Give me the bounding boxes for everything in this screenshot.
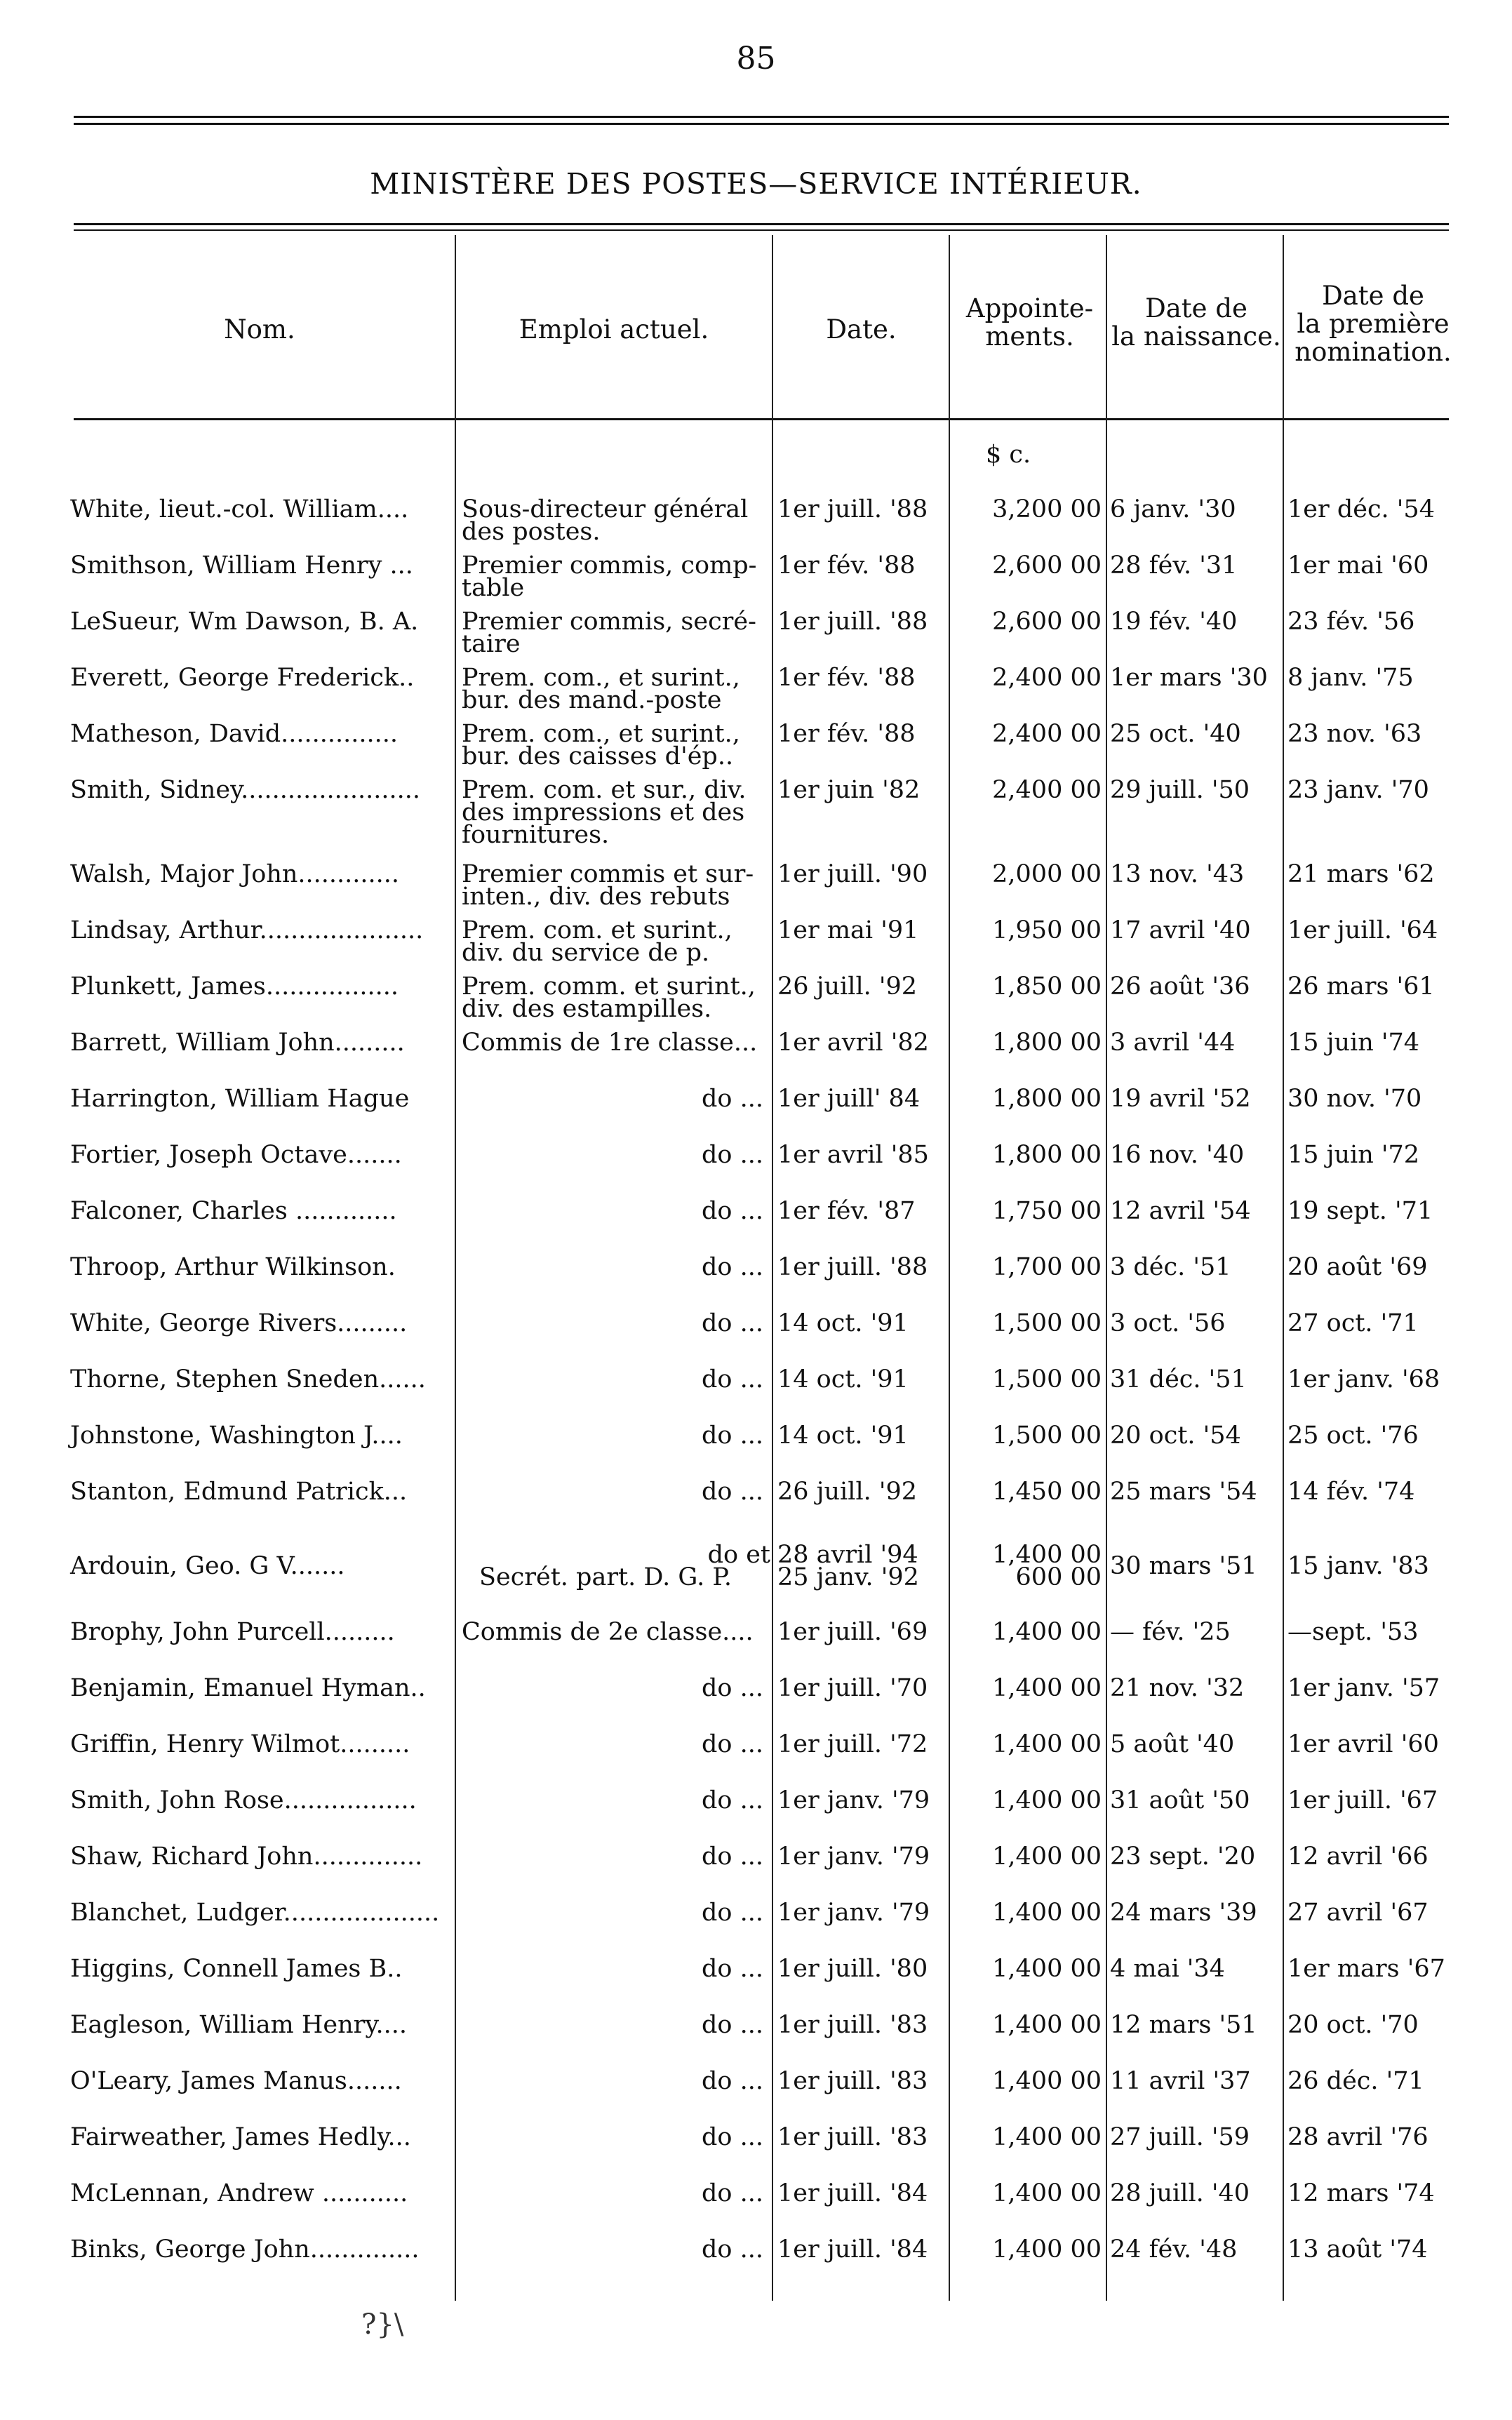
cell-naissance: 19 avril '52 [1110, 1085, 1251, 1113]
cell-emploi-line: Prem. comm. et surint., [462, 972, 756, 1001]
cell-premiere: 1er juill. '64 [1287, 916, 1438, 944]
cell-appointements: 1,400 00 [992, 1674, 1102, 1702]
cell-naissance: 23 sept. '20 [1110, 1843, 1256, 1871]
cell-date: 1er juill. '84 [777, 2235, 928, 2264]
cell-nom: Fortier, Joseph Octave....... [70, 1141, 402, 1169]
cell-nom: Smithson, William Henry ... [70, 551, 413, 580]
cell-nom: Stanton, Edmund Patrick... [70, 1478, 408, 1506]
cell-premiere: 23 nov. '63 [1287, 720, 1422, 748]
cell-naissance: 11 avril '37 [1110, 2067, 1251, 2095]
cell-premiere: 26 mars '61 [1287, 972, 1435, 1001]
cell-premiere: 21 mars '62 [1287, 860, 1435, 888]
currency-label: $ c. [986, 441, 1031, 469]
cell-nom: Harrington, William Hague [70, 1085, 410, 1113]
cell-emploi-line: Premier commis, comp- [462, 551, 757, 580]
cell-appointements-line: 1,400 00 [992, 1541, 1102, 1569]
cell-naissance: — fév. '25 [1110, 1618, 1231, 1646]
column-line [772, 235, 773, 2301]
cell-date: 1er juill. '88 [777, 608, 928, 636]
cell-premiere: 12 mars '74 [1287, 2179, 1435, 2207]
cell-premiere: 20 août '69 [1287, 1253, 1428, 1281]
cell-emploi-line: do ... [702, 1141, 763, 1169]
cell-premiere: 1er mai '60 [1287, 551, 1429, 580]
cell-emploi-line: do ... [702, 2067, 763, 2095]
cell-appointements: 2,600 00 [992, 608, 1102, 636]
cell-appointements: 1,850 00 [992, 972, 1102, 1001]
header-naissance-line2: la naissance. [1111, 321, 1281, 352]
cell-appointements: 1,400 00 [992, 2179, 1102, 2207]
header-bottom-rule [74, 418, 1449, 420]
cell-appointements: 1,700 00 [992, 1253, 1102, 1281]
cell-emploi [462, 2235, 770, 2264]
cell-premiere: 1er avril '60 [1287, 1730, 1439, 1758]
cell-date-line: 28 avril '94 [777, 1541, 918, 1569]
cell-emploi [462, 1085, 770, 1113]
cell-nom: Barrett, William John......... [70, 1029, 405, 1057]
cell-emploi-line: do ... [702, 1786, 763, 1814]
cell-appointements: 2,600 00 [992, 551, 1102, 580]
cell-appointements [954, 1541, 1102, 1591]
cell-date: 1er avril '85 [777, 1141, 929, 1169]
cell-nom: Griffin, Henry Wilmot......... [70, 1730, 410, 1758]
cell-naissance: 26 août '36 [1110, 972, 1250, 1001]
cell-appointements: 1,500 00 [992, 1422, 1102, 1450]
cell-date: 1er juill. '80 [777, 1955, 928, 1983]
cell-premiere: 1er déc. '54 [1287, 495, 1435, 523]
cell-nom: Everett, George Frederick.. [70, 664, 415, 692]
cell-appointements: 1,800 00 [992, 1029, 1102, 1057]
header-premiere [1285, 282, 1461, 366]
cell-emploi-line: do ... [702, 1253, 763, 1281]
cell-date: 1er juill. '70 [777, 1674, 928, 1702]
cell-appointements: 1,800 00 [992, 1085, 1102, 1113]
cell-emploi-line: do et [707, 1541, 770, 1569]
cell-date [777, 1541, 946, 1591]
cell-premiere: 12 avril '66 [1287, 1843, 1429, 1871]
cell-naissance: 25 mars '54 [1110, 1478, 1257, 1506]
cell-date: 1er avril '82 [777, 1029, 929, 1057]
cell-emploi [462, 1197, 770, 1225]
column-line [1283, 235, 1284, 2301]
cell-emploi-line: do ... [702, 1085, 763, 1113]
cell-emploi [462, 1478, 770, 1506]
cell-nom: Thorne, Stephen Sneden...... [70, 1365, 426, 1393]
cell-naissance: 24 fév. '48 [1110, 2235, 1238, 2264]
cell-emploi-line: do ... [702, 1365, 763, 1393]
cell-emploi [462, 1029, 770, 1057]
cell-nom: Fairweather, James Hedly... [70, 2123, 411, 2151]
cell-naissance: 16 nov. '40 [1110, 1141, 1245, 1169]
cell-date: 14 oct. '91 [777, 1309, 909, 1337]
cell-premiere: 1er janv. '68 [1287, 1365, 1440, 1393]
cell-premiere: 1er juill. '67 [1287, 1786, 1438, 1814]
cell-appointements: 1,500 00 [992, 1309, 1102, 1337]
cell-naissance: 4 mai '34 [1110, 1955, 1225, 1983]
cell-date: 1er juill. '83 [777, 2123, 928, 2151]
header-premiere-line1: Date de [1322, 281, 1424, 311]
cell-premiere: 27 avril '67 [1287, 1899, 1429, 1927]
page-title: MINISTÈRE DES POSTES—SERVICE INTÉRIEUR. [370, 167, 1142, 201]
cell-premiere: 20 oct. '70 [1287, 2011, 1419, 2039]
cell-emploi-line: do ... [702, 1478, 763, 1506]
header-naissance-line1: Date de [1145, 293, 1247, 323]
cell-emploi-line: Prem. com. et sur., div. [462, 776, 747, 804]
cell-date: 1er juill. '72 [777, 1730, 928, 1758]
cell-nom: Walsh, Major John............. [70, 860, 400, 888]
cell-appointements: 1,400 00 [992, 1618, 1102, 1646]
cell-naissance: 20 oct. '54 [1110, 1422, 1241, 1450]
cell-emploi-line: bur. des mand.-poste [462, 686, 722, 714]
cell-date: 1er janv. '79 [777, 1899, 930, 1927]
title-rule-secondary [74, 229, 1449, 231]
cell-naissance: 6 janv. '30 [1110, 495, 1236, 523]
cell-naissance: 27 juill. '59 [1110, 2123, 1250, 2151]
cell-nom: Eagleson, William Henry.... [70, 2011, 408, 2039]
cell-naissance: 28 juill. '40 [1110, 2179, 1250, 2207]
cell-emploi-line: bur. des caisses d'ép.. [462, 742, 734, 770]
cell-nom: LeSueur, Wm Dawson, B. A. [70, 608, 419, 636]
cell-emploi-line: div. du service de p. [462, 939, 710, 967]
header-nom: Nom. [224, 314, 295, 345]
cell-nom: McLennan, Andrew ........... [70, 2179, 408, 2207]
cell-naissance: 17 avril '40 [1110, 916, 1251, 944]
cell-emploi [462, 608, 770, 658]
cell-naissance: 30 mars '51 [1110, 1552, 1257, 1580]
cell-premiere: 23 fév. '56 [1287, 608, 1415, 636]
cell-appointements: 1,400 00 [992, 2235, 1102, 2264]
cell-emploi [462, 972, 770, 1023]
cell-emploi [462, 1365, 770, 1393]
cell-emploi-line: do ... [702, 1899, 763, 1927]
cell-nom: White, lieut.-col. William.... [70, 495, 409, 523]
cell-emploi [462, 2179, 770, 2207]
cell-nom: Plunkett, James................. [70, 972, 399, 1001]
cell-date: 1er fév. '88 [777, 720, 916, 748]
cell-date: 1er juin '82 [777, 776, 921, 804]
cell-appointements: 1,400 00 [992, 1730, 1102, 1758]
cell-emploi [462, 1674, 770, 1702]
cell-emploi-line: Prem. com., et surint., [462, 664, 740, 692]
cell-emploi-line: Commis de 2e classe.... [462, 1618, 754, 1646]
cell-premiere: 8 janv. '75 [1287, 664, 1414, 692]
cell-date: 1er juill. '90 [777, 860, 928, 888]
cell-emploi-line: fournitures. [462, 821, 610, 849]
cell-emploi [462, 1422, 770, 1450]
header-premiere-line2: la première [1297, 309, 1450, 339]
cell-emploi-line: des postes. [462, 518, 601, 546]
cell-emploi-line: Premier commis, secré- [462, 608, 756, 636]
cell-date: 1er janv. '79 [777, 1843, 930, 1871]
cell-premiere: —sept. '53 [1287, 1618, 1419, 1646]
cell-premiere: 23 janv. '70 [1287, 776, 1429, 804]
cell-emploi [462, 1899, 770, 1927]
cell-emploi-line: do ... [702, 1309, 763, 1337]
cell-emploi-line: do ... [702, 2235, 763, 2264]
cell-emploi-line: do ... [702, 2011, 763, 2039]
cell-nom: Throop, Arthur Wilkinson. [70, 1253, 396, 1281]
cell-naissance: 29 juill. '50 [1110, 776, 1250, 804]
cell-date: 1er janv. '79 [777, 1786, 930, 1814]
header-appointements [951, 295, 1109, 351]
cell-appointements: 1,950 00 [992, 916, 1102, 944]
cell-appointements: 1,800 00 [992, 1141, 1102, 1169]
cell-premiere: 28 avril '76 [1287, 2123, 1429, 2151]
cell-emploi-line: taire [462, 630, 521, 658]
cell-emploi-line: Secrét. part. D. G. P. [479, 1563, 732, 1591]
cell-nom: Johnstone, Washington J.... [70, 1422, 403, 1450]
cell-nom: Binks, George John.............. [70, 2235, 420, 2264]
cell-emploi [462, 720, 770, 770]
column-line [1106, 235, 1107, 2301]
cell-nom: Falconer, Charles ............. [70, 1197, 397, 1225]
cell-emploi-line: Commis de 1re classe... [462, 1029, 758, 1057]
cell-emploi-line: div. des estampilles. [462, 995, 712, 1023]
cell-premiere: 13 août '74 [1287, 2235, 1428, 2264]
cell-emploi [462, 916, 770, 967]
cell-emploi [462, 1253, 770, 1281]
cell-naissance: 12 avril '54 [1110, 1197, 1251, 1225]
page-number: 85 [736, 41, 776, 76]
cell-appointements: 1,400 00 [992, 1843, 1102, 1871]
cell-appointements: 1,400 00 [992, 2067, 1102, 2095]
cell-nom: Blanchet, Ludger.................... [70, 1899, 440, 1927]
cell-emploi-line: do ... [702, 1955, 763, 1983]
cell-date: 1er juill. '83 [777, 2011, 928, 2039]
cell-naissance: 19 fév. '40 [1110, 608, 1238, 636]
cell-emploi-line: table [462, 574, 525, 602]
cell-naissance: 3 avril '44 [1110, 1029, 1236, 1057]
cell-date: 26 juill. '92 [777, 1478, 918, 1506]
cell-nom: Higgins, Connell James B.. [70, 1955, 403, 1983]
cell-emploi-line: do ... [702, 2123, 763, 2151]
cell-naissance: 21 nov. '32 [1110, 1674, 1245, 1702]
cell-emploi [462, 2011, 770, 2039]
cell-naissance: 3 oct. '56 [1110, 1309, 1226, 1337]
cell-emploi-line: do ... [702, 1674, 763, 1702]
cell-premiere: 15 janv. '83 [1287, 1552, 1429, 1580]
cell-emploi-line: Sous-directeur général [462, 495, 749, 523]
column-line [455, 235, 456, 2301]
header-emploi: Emploi actuel. [519, 314, 709, 345]
cell-premiere: 1er mars '67 [1287, 1955, 1445, 1983]
header-naissance [1109, 295, 1284, 351]
cell-appointements: 2,400 00 [992, 664, 1102, 692]
cell-appointements: 1,400 00 [992, 1955, 1102, 1983]
cell-date: 1er juill. '88 [777, 495, 928, 523]
cell-emploi [462, 1955, 770, 1983]
cell-premiere: 14 fév. '74 [1287, 1478, 1415, 1506]
cell-appointements: 1,750 00 [992, 1197, 1102, 1225]
cell-nom: Brophy, John Purcell......... [70, 1618, 395, 1646]
cell-emploi [462, 2123, 770, 2151]
cell-date: 1er juill. '69 [777, 1618, 928, 1646]
cell-emploi-line: do ... [702, 1422, 763, 1450]
cell-date: 14 oct. '91 [777, 1365, 909, 1393]
cell-naissance: 25 oct. '40 [1110, 720, 1241, 748]
cell-date: 14 oct. '91 [777, 1422, 909, 1450]
cell-date-line: 25 janv. '92 [777, 1563, 919, 1591]
cell-emploi-line: do ... [702, 1843, 763, 1871]
cell-appointements: 1,450 00 [992, 1478, 1102, 1506]
column-line [949, 235, 950, 2301]
cell-nom: Shaw, Richard John.............. [70, 1843, 423, 1871]
cell-premiere: 15 juin '72 [1287, 1141, 1420, 1169]
cell-appointements: 1,400 00 [992, 2123, 1102, 2151]
cell-appointements-line: 600 00 [1015, 1563, 1102, 1591]
cell-emploi-line: do ... [702, 1197, 763, 1225]
cell-premiere: 19 sept. '71 [1287, 1197, 1433, 1225]
cell-appointements: 1,400 00 [992, 1899, 1102, 1927]
cell-nom: Smith, John Rose................. [70, 1786, 417, 1814]
cell-naissance: 31 déc. '51 [1110, 1365, 1247, 1393]
cell-nom: Smith, Sidney....................... [70, 776, 421, 804]
cell-emploi [462, 1618, 770, 1646]
cell-premiere: 26 déc. '71 [1287, 2067, 1424, 2095]
cell-date: 26 juill. '92 [777, 972, 918, 1001]
cell-date: 1er juill. '88 [777, 1253, 928, 1281]
cell-naissance: 1er mars '30 [1110, 664, 1268, 692]
cell-date: 1er fév. '88 [777, 551, 916, 580]
cell-premiere: 30 nov. '70 [1287, 1085, 1422, 1113]
cell-emploi [462, 551, 770, 602]
header-date: Date. [826, 314, 897, 345]
cell-naissance: 3 déc. '51 [1110, 1253, 1231, 1281]
bottom-mark: ?}\ [361, 2308, 404, 2341]
cell-emploi-line: do ... [702, 2179, 763, 2207]
cell-appointements: 2,400 00 [992, 776, 1102, 804]
cell-emploi-line: do ... [702, 1730, 763, 1758]
cell-emploi [462, 664, 770, 714]
cell-naissance: 13 nov. '43 [1110, 860, 1245, 888]
cell-nom: Ardouin, Geo. G V....... [70, 1552, 345, 1580]
cell-nom: White, George Rivers......... [70, 1309, 408, 1337]
header-premiere-line3: nomination. [1294, 337, 1452, 367]
cell-naissance: 5 août '40 [1110, 1730, 1235, 1758]
cell-emploi-line: Prem. com. et surint., [462, 916, 732, 944]
cell-emploi-line: Premier commis et sur- [462, 860, 754, 888]
cell-appointements: 1,400 00 [992, 2011, 1102, 2039]
cell-date: 1er juill. '83 [777, 2067, 928, 2095]
cell-nom: Benjamin, Emanuel Hyman.. [70, 1674, 426, 1702]
cell-naissance: 12 mars '51 [1110, 2011, 1257, 2039]
cell-emploi [462, 1843, 770, 1871]
cell-premiere: 25 oct. '76 [1287, 1422, 1419, 1450]
cell-appointements: 1,400 00 [992, 1786, 1102, 1814]
cell-premiere: 15 juin '74 [1287, 1029, 1420, 1057]
cell-date: 1er juill. '84 [777, 2179, 928, 2207]
cell-emploi [462, 2067, 770, 2095]
cell-appointements: 2,400 00 [992, 720, 1102, 748]
cell-appointements: 1,500 00 [992, 1365, 1102, 1393]
cell-emploi-line: des impressions et des [462, 798, 745, 827]
cell-emploi [462, 1541, 770, 1591]
cell-naissance: 24 mars '39 [1110, 1899, 1257, 1927]
header-appointements-line2: ments. [985, 321, 1074, 352]
cell-emploi [462, 776, 770, 849]
cell-nom: Lindsay, Arthur..................... [70, 916, 424, 944]
cell-date: 1er juill' 84 [777, 1085, 921, 1113]
cell-emploi [462, 1309, 770, 1337]
cell-naissance: 31 août '50 [1110, 1786, 1250, 1814]
cell-premiere: 1er janv. '57 [1287, 1674, 1440, 1702]
top-rule-secondary [74, 123, 1449, 125]
cell-emploi-line: inten., div. des rebuts [462, 883, 730, 911]
cell-nom: Matheson, David............... [70, 720, 399, 748]
cell-appointements: 3,200 00 [992, 495, 1102, 523]
cell-naissance: 28 fév. '31 [1110, 551, 1238, 580]
cell-emploi [462, 495, 770, 546]
cell-emploi [462, 1730, 770, 1758]
header-appointements-line1: Appointe- [965, 293, 1094, 323]
cell-premiere: 27 oct. '71 [1287, 1309, 1419, 1337]
cell-emploi [462, 1786, 770, 1814]
cell-date: 1er fév. '88 [777, 664, 916, 692]
cell-emploi [462, 1141, 770, 1169]
cell-date: 1er mai '91 [777, 916, 919, 944]
top-rule [74, 116, 1449, 118]
cell-nom: O'Leary, James Manus....... [70, 2067, 402, 2095]
cell-date: 1er fév. '87 [777, 1197, 916, 1225]
title-rule [74, 223, 1449, 225]
cell-appointements: 2,000 00 [992, 860, 1102, 888]
cell-emploi-line: Prem. com., et surint., [462, 720, 740, 748]
cell-emploi [462, 860, 770, 911]
